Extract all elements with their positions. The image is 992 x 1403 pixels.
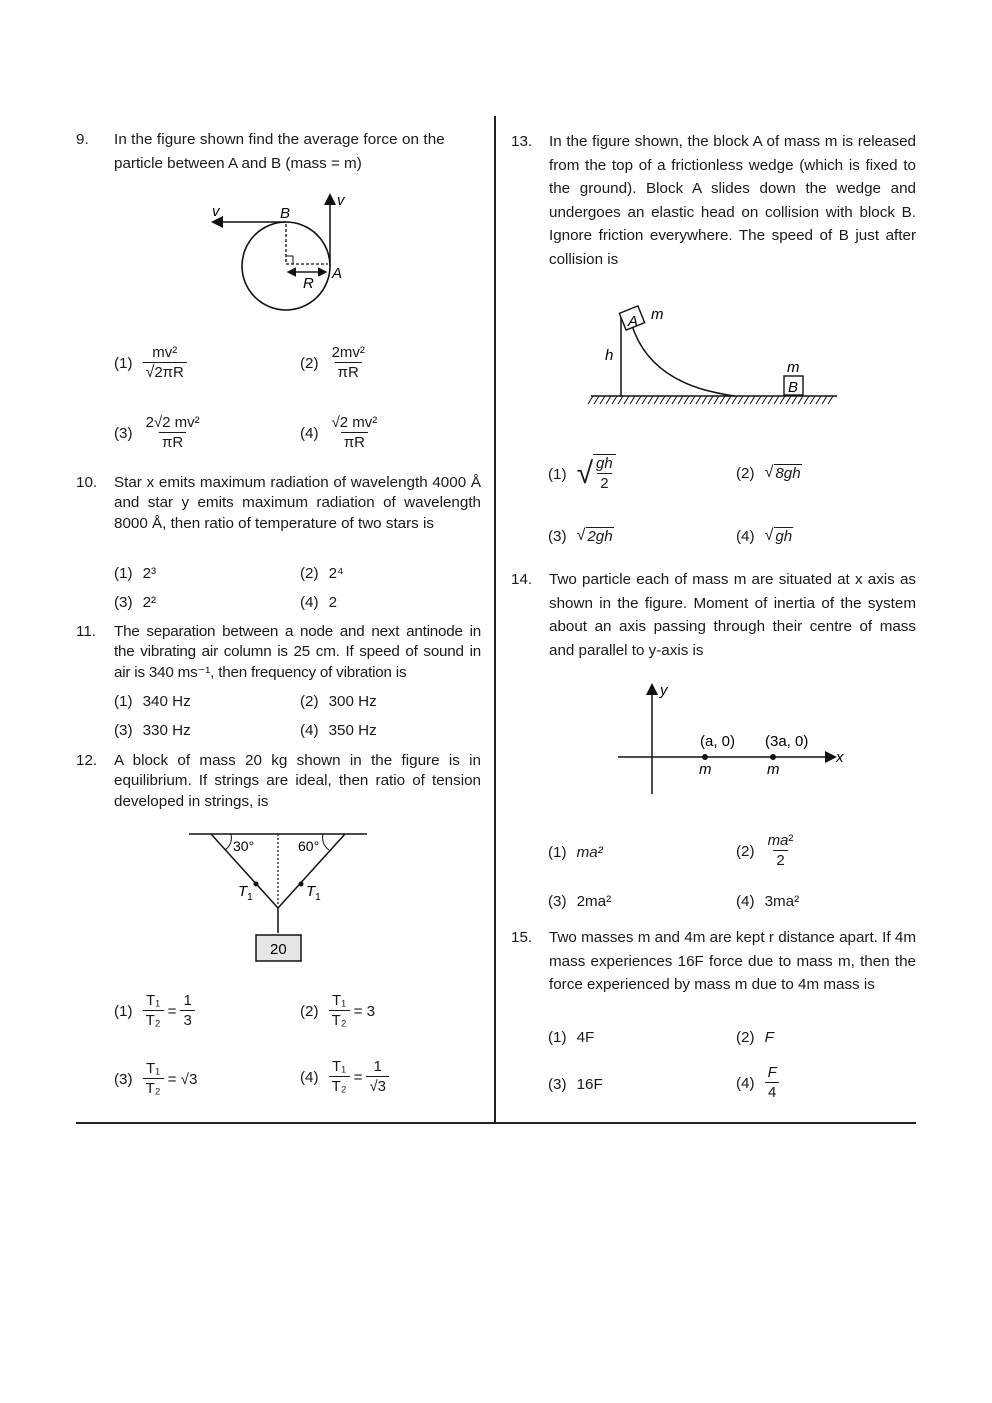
option-text: 300 Hz — [328, 693, 377, 710]
bottom-rule — [76, 1122, 916, 1124]
fraction — [329, 414, 381, 453]
option-label: (3) — [548, 1076, 567, 1093]
numerator: 1 — [373, 1058, 382, 1075]
option-10-2[interactable] — [300, 565, 344, 582]
option-text: 2⁴ — [328, 565, 344, 582]
option-label: (3) — [548, 893, 567, 910]
equals-value: = 3 — [353, 1003, 376, 1020]
option-label: (2) — [300, 1003, 319, 1020]
option-10-4[interactable] — [300, 594, 337, 611]
label-y: y — [660, 682, 668, 699]
label-x: x — [836, 749, 844, 766]
option-14-3[interactable] — [548, 893, 611, 910]
denominator: 3 — [180, 1010, 194, 1031]
fraction — [180, 992, 194, 1031]
option-12-3[interactable] — [114, 1060, 197, 1099]
question-text: A block of mass 20 kg shown in the figure is in equilibrium. If strings are ideal, then ratio of tension developed in strings, is — [114, 752, 481, 810]
radical-sign: √ — [764, 464, 774, 481]
label-p2: (3a, 0) — [765, 733, 809, 750]
question-text-line: In the figure shown find the average force on the — [114, 131, 445, 148]
angle-60: 60° — [298, 838, 320, 854]
question-number: 15. — [511, 929, 533, 946]
label-v-up: v — [337, 192, 345, 209]
equals: = — [167, 1003, 177, 1020]
question-text: Two masses m and 4m are kept r distance apart. If 4m mass experiences 16F force due to mass m, then the force experienced by mass m due to 4m mass is — [549, 929, 916, 993]
option-text: 2gh — [587, 528, 613, 545]
option-11-4[interactable] — [300, 722, 377, 739]
option-label: (1) — [548, 844, 567, 861]
denominator: √2πR — [143, 362, 187, 383]
option-15-3[interactable] — [548, 1076, 603, 1093]
option-label: (3) — [548, 527, 567, 545]
fraction — [765, 832, 797, 871]
option-10-1[interactable] — [114, 565, 156, 582]
option-label: (3) — [114, 425, 133, 442]
option-label: (4) — [300, 425, 319, 442]
denominator: πR — [335, 362, 362, 383]
option-label: (4) — [300, 1069, 319, 1086]
fraction — [143, 1060, 164, 1099]
option-13-2[interactable] — [736, 464, 802, 482]
option-label: (4) — [736, 1075, 755, 1092]
fraction — [143, 414, 203, 453]
option-12-1[interactable] — [114, 992, 195, 1031]
sqrt-expression — [577, 454, 616, 494]
fraction — [143, 344, 187, 383]
label-m1: m — [699, 761, 712, 778]
angle-arc-right — [323, 834, 329, 850]
option-14-4[interactable] — [736, 893, 799, 910]
option-label: (4) — [300, 594, 319, 611]
equals: = — [353, 1069, 363, 1086]
label-h: h — [605, 347, 614, 364]
option-label: (2) — [300, 693, 319, 710]
question-text: Two particle each of mass m are situated at x axis as shown in the figure. Moment of inertia of the system about an axis passing through their centre of mass and parallel to y-axis is — [549, 571, 916, 659]
question-number: 13. — [511, 133, 533, 150]
label-B: B — [788, 379, 799, 396]
numerator: F — [767, 1064, 777, 1081]
question-number: 12. — [76, 752, 98, 769]
option-14-2[interactable] — [736, 832, 796, 871]
option-12-2[interactable] — [300, 992, 375, 1031]
question-number: 9. — [76, 131, 89, 148]
angle-30: 30° — [233, 838, 255, 854]
label-m-right: m — [787, 359, 800, 376]
ground-hatching — [588, 396, 833, 404]
label-A: A — [628, 313, 639, 330]
numerator: 2mv² — [331, 344, 365, 361]
numerator: T₁ — [145, 992, 161, 1009]
option-text: 3ma² — [764, 893, 800, 910]
numerator: √2 mv² — [331, 414, 378, 431]
denominator-text: 2πR — [154, 364, 184, 381]
block-label: 20 — [270, 941, 287, 958]
point-right — [299, 882, 304, 887]
angle-arc-left — [225, 834, 231, 850]
option-15-1[interactable] — [548, 1029, 594, 1046]
fraction — [366, 1058, 389, 1097]
option-label: (1) — [114, 1003, 133, 1020]
option-label: (3) — [114, 722, 133, 739]
option-text: 350 Hz — [328, 722, 377, 739]
option-11-2[interactable] — [300, 693, 377, 710]
option-text: 2 — [328, 594, 338, 611]
denominator: T₂ — [143, 1078, 164, 1099]
option-9-3[interactable] — [114, 414, 203, 453]
option-label: (2) — [736, 1029, 755, 1046]
denominator: πR — [341, 432, 368, 453]
option-12-4[interactable] — [300, 1058, 389, 1097]
numerator: gh — [596, 455, 613, 472]
label-m2: m — [767, 761, 780, 778]
question-text — [114, 128, 482, 175]
option-label: (2) — [736, 843, 755, 860]
label-R: R — [303, 275, 314, 292]
label-p1: (a, 0) — [700, 733, 736, 750]
option-11-3[interactable] — [114, 722, 191, 739]
radical-sign: √ — [576, 527, 586, 544]
option-9-1[interactable] — [114, 344, 187, 383]
tension-figure — [185, 826, 375, 966]
numerator: T₁ — [331, 992, 347, 1009]
denominator: 2 — [597, 473, 611, 494]
option-14-1[interactable] — [548, 844, 603, 861]
tension-left-label: $T_1$ — [238, 883, 253, 903]
denominator: πR — [159, 432, 186, 453]
label-v-left: v — [212, 203, 220, 220]
label-m-top: m — [651, 306, 664, 323]
option-9-4[interactable] — [300, 414, 380, 453]
option-label: (2) — [300, 565, 319, 582]
option-label: (1) — [548, 465, 567, 483]
fraction — [765, 1064, 780, 1103]
option-9-2[interactable] — [300, 344, 368, 383]
option-text: 4F — [576, 1029, 595, 1046]
question-text: The separation between a node and next antinode in the vibrating air column is 25 cm. If speed of sound in air is 340 ms⁻¹, then frequency of vibration is — [114, 623, 481, 681]
numerator: ma² — [767, 832, 794, 849]
option-text: gh — [775, 528, 793, 545]
circle-motion-figure — [200, 190, 360, 320]
option-label: (3) — [114, 1071, 133, 1088]
fraction — [329, 1058, 350, 1097]
question-text: Star x emits maximum radiation of wavelength 4000 Å and star y emits maximum radiation of wavelength 8000 Å, then ratio of temperature of two stars is — [114, 474, 481, 532]
option-13-3[interactable] — [548, 527, 614, 545]
question-text-line: particle between A and B (mass = m) — [114, 154, 362, 172]
label-B: B — [280, 205, 291, 222]
denominator: 2 — [773, 850, 787, 871]
option-label: (1) — [114, 565, 133, 582]
option-text: 2ma² — [576, 893, 612, 910]
numerator: T₁ — [145, 1060, 161, 1077]
option-11-1[interactable] — [114, 693, 191, 710]
denominator: 4 — [765, 1082, 779, 1103]
option-label: (3) — [114, 594, 133, 611]
option-text: 2² — [142, 594, 157, 611]
equals-value: = √3 — [167, 1071, 198, 1088]
denominator: T₂ — [143, 1010, 164, 1031]
option-text: F — [764, 1029, 774, 1046]
mass-point-1 — [702, 754, 708, 760]
axes-figure — [612, 680, 852, 798]
denominator: T₂ — [329, 1010, 350, 1031]
option-label: (2) — [300, 355, 319, 372]
option-10-3[interactable] — [114, 594, 156, 611]
denominator: T₂ — [329, 1076, 350, 1097]
numerator: mv² — [152, 344, 178, 361]
question-text: In the figure shown, the block A of mass m is released from the top of a frictionless wedge (which is fixed to the ground). Block A slides down the wedge and undergoes an elastic head on collision with block B. Ignore friction everywhere. The speed of B just after collision is — [549, 133, 916, 268]
option-label: (4) — [300, 722, 319, 739]
option-text: ma² — [576, 844, 603, 861]
denominator: √3 — [366, 1076, 389, 1097]
fraction — [593, 454, 616, 494]
wedge-figure — [585, 298, 845, 410]
option-15-2[interactable] — [736, 1029, 774, 1046]
option-text: 16F — [576, 1076, 603, 1093]
fraction — [143, 992, 164, 1031]
option-label: (1) — [114, 693, 133, 710]
option-13-4[interactable] — [736, 527, 793, 545]
option-15-4[interactable] — [736, 1064, 780, 1103]
option-text: 330 Hz — [142, 722, 191, 739]
option-13-1[interactable] — [548, 454, 616, 494]
numerator: 1 — [183, 992, 192, 1009]
numerator: 2√2 mv² — [145, 414, 200, 431]
point-left — [254, 882, 259, 887]
wedge-curve — [629, 314, 735, 396]
fraction — [329, 992, 350, 1031]
option-text: 2³ — [142, 565, 157, 582]
question-number: 11. — [76, 623, 96, 640]
question-number: 10. — [76, 474, 98, 491]
fraction — [329, 344, 368, 383]
question-number: 14. — [511, 571, 533, 588]
option-label: (2) — [736, 464, 755, 482]
tension-right-label: $T_1$ — [306, 883, 321, 903]
mass-point-2 — [770, 754, 776, 760]
numerator: T₁ — [331, 1058, 347, 1075]
option-label: (1) — [548, 1029, 567, 1046]
option-label: (4) — [736, 893, 755, 910]
label-A: A — [332, 265, 343, 282]
option-label: (4) — [736, 527, 755, 545]
option-text: 8gh — [775, 465, 801, 482]
column-divider — [494, 116, 496, 1123]
option-text: 340 Hz — [142, 693, 191, 710]
right-angle-mark — [286, 256, 293, 264]
radical-sign: √ — [764, 527, 774, 544]
radical-sign: √ — [576, 457, 594, 490]
option-label: (1) — [114, 355, 133, 372]
